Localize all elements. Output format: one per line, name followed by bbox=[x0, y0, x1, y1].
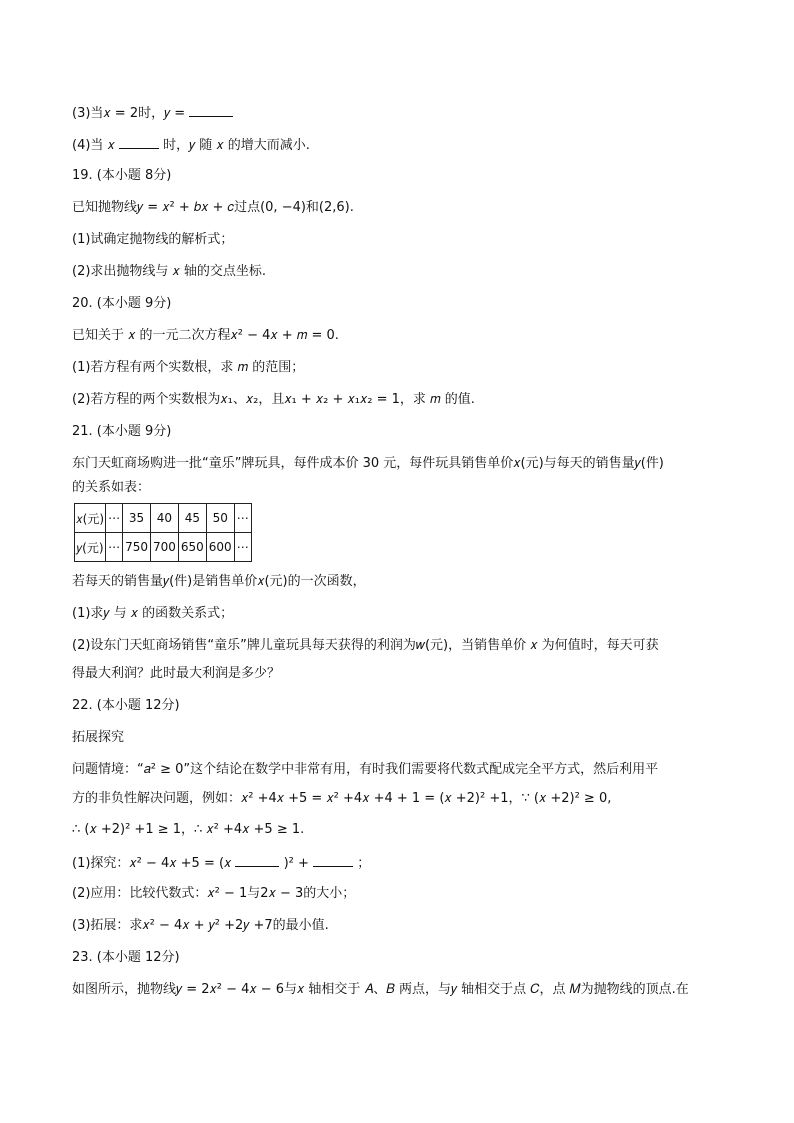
q21-stem-line2: 的关系如表： bbox=[72, 480, 151, 495]
table-cell: 50 bbox=[206, 504, 234, 533]
q18-part4: (4)当 𝑥 时，𝑦 随 𝑥 的增大而减小. bbox=[72, 134, 738, 156]
q22-part3: (3)拓展：求𝑥² − 4𝑥 + 𝑦² +2𝑦 +7的最小值. bbox=[72, 918, 329, 933]
table-cell: ⋯ bbox=[106, 504, 123, 533]
q22-context-line3: ∴ (𝑥 +2)² +1 ≥ 1，∴ 𝑥² +4𝑥 +5 ≥ 1. bbox=[72, 822, 305, 837]
q21-part2-line1: (2)设东门天虹商场销售“童乐”牌儿童玩具每天获得的利润为𝑤(元)，当销售单价 𝑥 为何值时，每天可获 bbox=[72, 638, 659, 653]
q19-header: 19. (本小题 8分) bbox=[72, 168, 172, 183]
q23-header: 23. (本小题 12分) bbox=[72, 950, 180, 965]
q21-part1: (1)求𝑦 与 𝑥 的函数关系式； bbox=[72, 606, 234, 621]
table-cell: 700 bbox=[150, 533, 178, 562]
q20-header: 20. (本小题 9分) bbox=[72, 296, 172, 311]
q22-part2: (2)应用：比较代数式：𝑥² − 1与2𝑥 − 3的大小； bbox=[72, 886, 356, 901]
table-cell: ⋯ bbox=[106, 533, 123, 562]
q20-part1: (1)若方程有两个实数根，求 𝑚 的范围； bbox=[72, 360, 305, 375]
table-cell: 650 bbox=[178, 533, 206, 562]
q19-part2: (2)求出抛物线与 𝑥 轴的交点坐标. bbox=[72, 264, 267, 279]
table-row bbox=[75, 504, 252, 533]
price-sales-table bbox=[74, 503, 252, 562]
answer-blank bbox=[313, 852, 353, 867]
table-cell: 𝑦(元) bbox=[75, 533, 106, 562]
answer-blank bbox=[119, 134, 159, 149]
answer-blank bbox=[235, 852, 279, 867]
table-cell: ⋯ bbox=[234, 533, 251, 562]
table-cell: 40 bbox=[150, 504, 178, 533]
table-cell: 35 bbox=[123, 504, 151, 533]
q18-part3: (3)当𝑥 = 2时，𝑦 = bbox=[72, 102, 738, 124]
q22-context-line1: 问题情境：“𝑎² ≥ 0”这个结论在数学中非常有用，有时我们需要将代数式配成完全平方式，然后利用平 bbox=[72, 762, 659, 777]
table-cell: 750 bbox=[123, 533, 151, 562]
q20-part2: (2)若方程的两个实数根为𝑥₁、𝑥₂，且𝑥₁ + 𝑥₂ + 𝑥₁𝑥₂ = 1，求 𝑚 的值. bbox=[72, 392, 475, 407]
table-cell: 600 bbox=[206, 533, 234, 562]
table-cell: 𝑥(元) bbox=[75, 504, 106, 533]
q22-header: 22. (本小题 12分) bbox=[72, 698, 180, 713]
table-cell: ⋯ bbox=[234, 504, 251, 533]
q21-condition: 若每天的销售量𝑦(件)是销售单价𝑥(元)的一次函数， bbox=[72, 574, 366, 589]
q22-context-line2: 方的非负性解决问题，例如：𝑥² +4𝑥 +5 = 𝑥² +4𝑥 +4 + 1 = (𝑥 +2)² +1，∵ (𝑥 +2)² ≥ 0, bbox=[72, 791, 612, 806]
q23-stem: 如图所示，抛物线𝑦 = 2𝑥² − 4𝑥 − 6与𝑥 轴相交于 𝐴、𝐵 两点，与𝑦 轴相交于点 𝐶，点 𝑀为抛物线的顶点.在 bbox=[72, 982, 689, 997]
q21-part2-line2: 得最大利润？此时最大利润是多少？ bbox=[72, 666, 281, 681]
q19-stem: 已知抛物线𝑦 = 𝑥² + 𝑏𝑥 + 𝑐过点(0, −4)和(2,6). bbox=[72, 200, 354, 215]
table-cell: 45 bbox=[178, 504, 206, 533]
table-row bbox=[75, 533, 252, 562]
answer-blank bbox=[189, 102, 233, 117]
q22-title: 拓展探究 bbox=[72, 730, 125, 745]
q20-stem: 已知关于 𝑥 的一元二次方程𝑥² − 4𝑥 + 𝑚 = 0. bbox=[72, 328, 339, 343]
q21-stem-line1: 东门天虹商场购进一批“童乐”牌玩具，每件成本价 30 元，每件玩具销售单价𝑥(元)与每天的销售量𝑦(件) bbox=[72, 456, 664, 471]
q19-part1: (1)试确定抛物线的解析式； bbox=[72, 232, 234, 247]
q21-header: 21. (本小题 9分) bbox=[72, 424, 172, 439]
q22-part1: (1)探究：𝑥² − 4𝑥 +5 = (𝑥 )² + ； bbox=[72, 852, 738, 874]
